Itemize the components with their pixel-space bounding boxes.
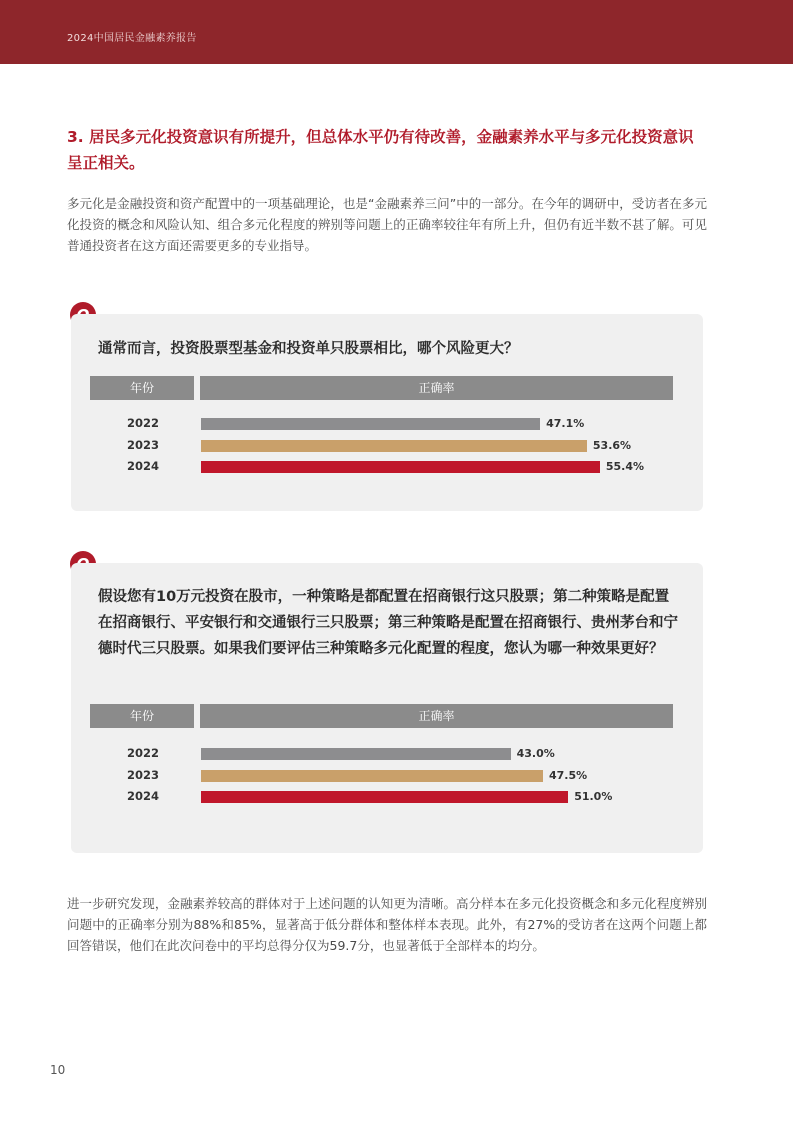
- value-label: 53.6%: [592, 438, 632, 452]
- year-label: 2023: [127, 437, 160, 452]
- table-header: [90, 704, 673, 728]
- value-label: 43.0%: [516, 747, 555, 760]
- question-card-2: [71, 563, 703, 853]
- chart-row-2022: [71, 414, 703, 434]
- value-label: 47.5%: [549, 768, 588, 782]
- value-label: 51.0%: [574, 790, 613, 803]
- rate-column-header: 正确率: [200, 704, 673, 728]
- page-number: 10: [50, 1063, 66, 1077]
- question-card-1: [71, 314, 703, 511]
- question-text: 假设您有10万元投资在股市，一种策略是都配置在招商银行这只股票；第二种策略是配置在招商银行、平安银行和交通银行三只股票；第三种策略是配置在招商银行、贵州茅台和宁德时代三只股票。如果我们要评估三种策略多元化配置的程度，您认为哪一种效果更好？: [98, 589, 678, 657]
- page-header: [0, 0, 793, 64]
- value-label: 47.1%: [546, 417, 585, 430]
- year-label: 2024: [127, 789, 160, 803]
- bar-2024: [201, 461, 600, 473]
- question-text: 通常而言，投资股票型基金和投资单只股票相比，哪个风险更大？: [98, 341, 519, 357]
- bar-2022: [201, 418, 540, 430]
- bar-2022: [201, 748, 511, 760]
- year-column-header: 年份: [90, 376, 194, 400]
- rate-column-header: 正确率: [200, 376, 673, 400]
- chart-row-2024: [71, 787, 703, 807]
- bar-2023: [201, 770, 543, 782]
- intro-paragraph: 多元化是金融投资和资产配置中的一项基础理论，也是“金融素养三问”中的一部分。在今年的调研中，受访者在多元化投资的概念和风险认知、组合多元化程度的辨别等问题上的正确率较往年有所上升，但仍有近半数不甚了解。可见普通投资者在这方面还需要更多的专业指导。: [67, 196, 707, 253]
- conclusion-paragraph: 进一步研究发现，金融素养较高的群体对于上述问题的认知更为清晰。高分样本在多元化投资概念和多元化程度辨别问题中的正确率分别为88%和85%，显著高于低分群体和整体样本表现。此外，有27%的受访者在这两个问题上都回答错误，他们在此次问卷中的平均总得分仅为59.7分，也显著低于全部样本的均分。: [67, 896, 707, 953]
- chart-row-2024: [71, 457, 703, 477]
- section-heading: 3. 居民多元化投资意识有所提升，但总体水平仍有待改善，金融素养水平与多元化投资意识呈正相关。: [67, 128, 694, 172]
- year-label: 2022: [127, 746, 160, 760]
- value-label: 55.4%: [605, 460, 645, 473]
- year-label: 2023: [127, 767, 160, 782]
- chart-row-2022: [71, 744, 703, 764]
- chart-row-2023: [71, 436, 703, 456]
- bar-2024: [201, 791, 568, 803]
- year-label: 2022: [127, 416, 160, 430]
- year-label: 2024: [127, 459, 160, 473]
- bar-2023: [201, 440, 587, 452]
- report-title: 2024中国居民金融素养报告: [67, 33, 197, 44]
- year-column-header: 年份: [90, 704, 194, 728]
- table-header: [90, 376, 673, 400]
- chart-row-2023: [71, 766, 703, 786]
